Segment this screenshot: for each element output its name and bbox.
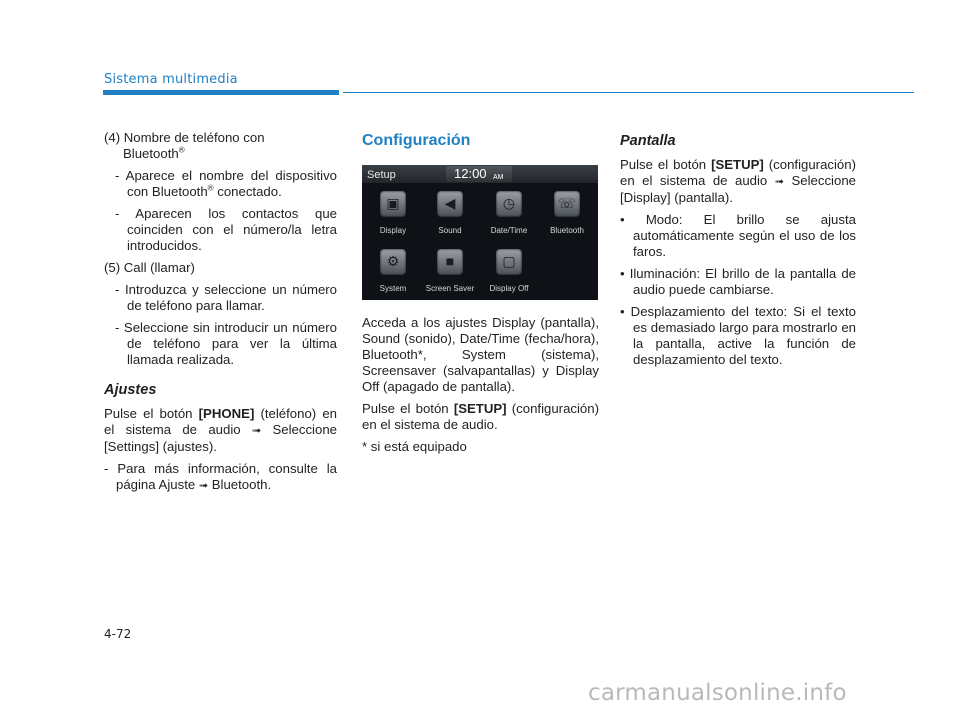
screen-title: Setup: [367, 169, 396, 181]
tile-display-off: ▢ Display Off: [481, 243, 537, 299]
clock-icon: ◷: [496, 191, 522, 217]
display-off-icon: ▢: [496, 249, 522, 275]
item-4-sub-2: - Aparecen los contactos que coinciden con el número/la letra introducidos.: [115, 206, 337, 253]
ajustes-paragraph: Pulse el botón [PHONE] (teléfono) en el sistema de audio ➟ Seleccione [Settings] (ajustes).: [104, 406, 337, 454]
header-rule-thick: [103, 90, 339, 95]
tile-screen-saver: ■ Screen Saver: [422, 243, 478, 299]
screen-saver-icon: ■: [437, 249, 463, 275]
screen-status-bar: [362, 165, 598, 183]
setup-instruction: Pulse el botón [SETUP] (configuración) en el sistema de audio.: [362, 401, 599, 432]
page-number: 4-72: [104, 627, 132, 641]
pantalla-heading: Pantalla: [620, 133, 676, 149]
setup-screen-image: [362, 165, 598, 300]
configuracion-heading: Configuración: [362, 132, 471, 149]
sound-icon: ◀: [437, 191, 463, 217]
item-4: (4) Nombre de teléfono con Bluetooth®: [104, 130, 265, 161]
pantalla-paragraph: Pulse el botón [SETUP] (configuración) en el sistema de audio ➟ Seleccione [Display] (pantalla).: [620, 157, 856, 205]
phone-key: [PHONE]: [198, 406, 255, 421]
watermark: carmanualsonline.info: [588, 680, 847, 706]
column-right: [620, 133, 856, 374]
header-rule-thin: [343, 92, 914, 93]
setup-key: [SETUP]: [711, 157, 764, 172]
item-5-sub-1: - Introduzca y seleccione un número de teléfono para llamar.: [115, 282, 337, 313]
display-icon: ▣: [380, 191, 406, 217]
gear-icon: ⚙: [380, 249, 406, 275]
configuracion-paragraph: Acceda a los ajustes Display (pantalla), Sound (sonido), Date/Time (fecha/hora), Bluetooth*, System (sistema), Screensaver (salvapantallas) y Display Off (apagado de pantalla).: [362, 315, 599, 394]
tile-date-time: ◷ Date/Time: [481, 185, 537, 241]
screen-clock: 12:00 AM: [446, 166, 512, 182]
setup-key: [SETUP]: [453, 401, 507, 416]
tile-display: ▣ Display: [365, 185, 421, 241]
bullet-desplazamiento: • Desplazamiento del texto: Si el texto es demasiado largo para mostrarlo en la pantalla, active la función de desplazamiento del texto.: [620, 304, 856, 367]
item-5-sub-2: - Seleccione sin introducir un número de teléfono para ver la última llamada realizada.: [115, 320, 337, 367]
tile-system: ⚙ System: [365, 243, 421, 299]
footnote: * si está equipado: [362, 439, 467, 454]
bullet-iluminacion: • Iluminación: El brillo de la pantalla de audio puede cambiarse.: [620, 266, 856, 297]
ajustes-heading: Ajustes: [104, 382, 157, 398]
ajustes-note: - Para más información, consulte la página Ajuste ➟ Bluetooth.: [104, 461, 337, 492]
arrow-icon: ➟: [774, 176, 784, 188]
tile-bluetooth: ☏ Bluetooth: [539, 185, 595, 241]
column-middle: [362, 133, 599, 461]
column-left: [104, 130, 337, 500]
bluetooth-phone-icon: ☏: [554, 191, 580, 217]
item-4-sub-1: - Aparece el nombre del dispositivo con Bluetooth® conectado.: [115, 168, 337, 199]
item-5: (5) Call (llamar): [104, 260, 195, 275]
tile-sound: ◀ Sound: [422, 185, 478, 241]
section-title: Sistema multimedia: [104, 72, 238, 87]
arrow-icon: ➟: [198, 480, 209, 492]
arrow-icon: ➟: [251, 425, 262, 437]
bullet-modo: • Modo: El brillo se ajusta automáticamente según el uso de los faros.: [620, 212, 856, 259]
